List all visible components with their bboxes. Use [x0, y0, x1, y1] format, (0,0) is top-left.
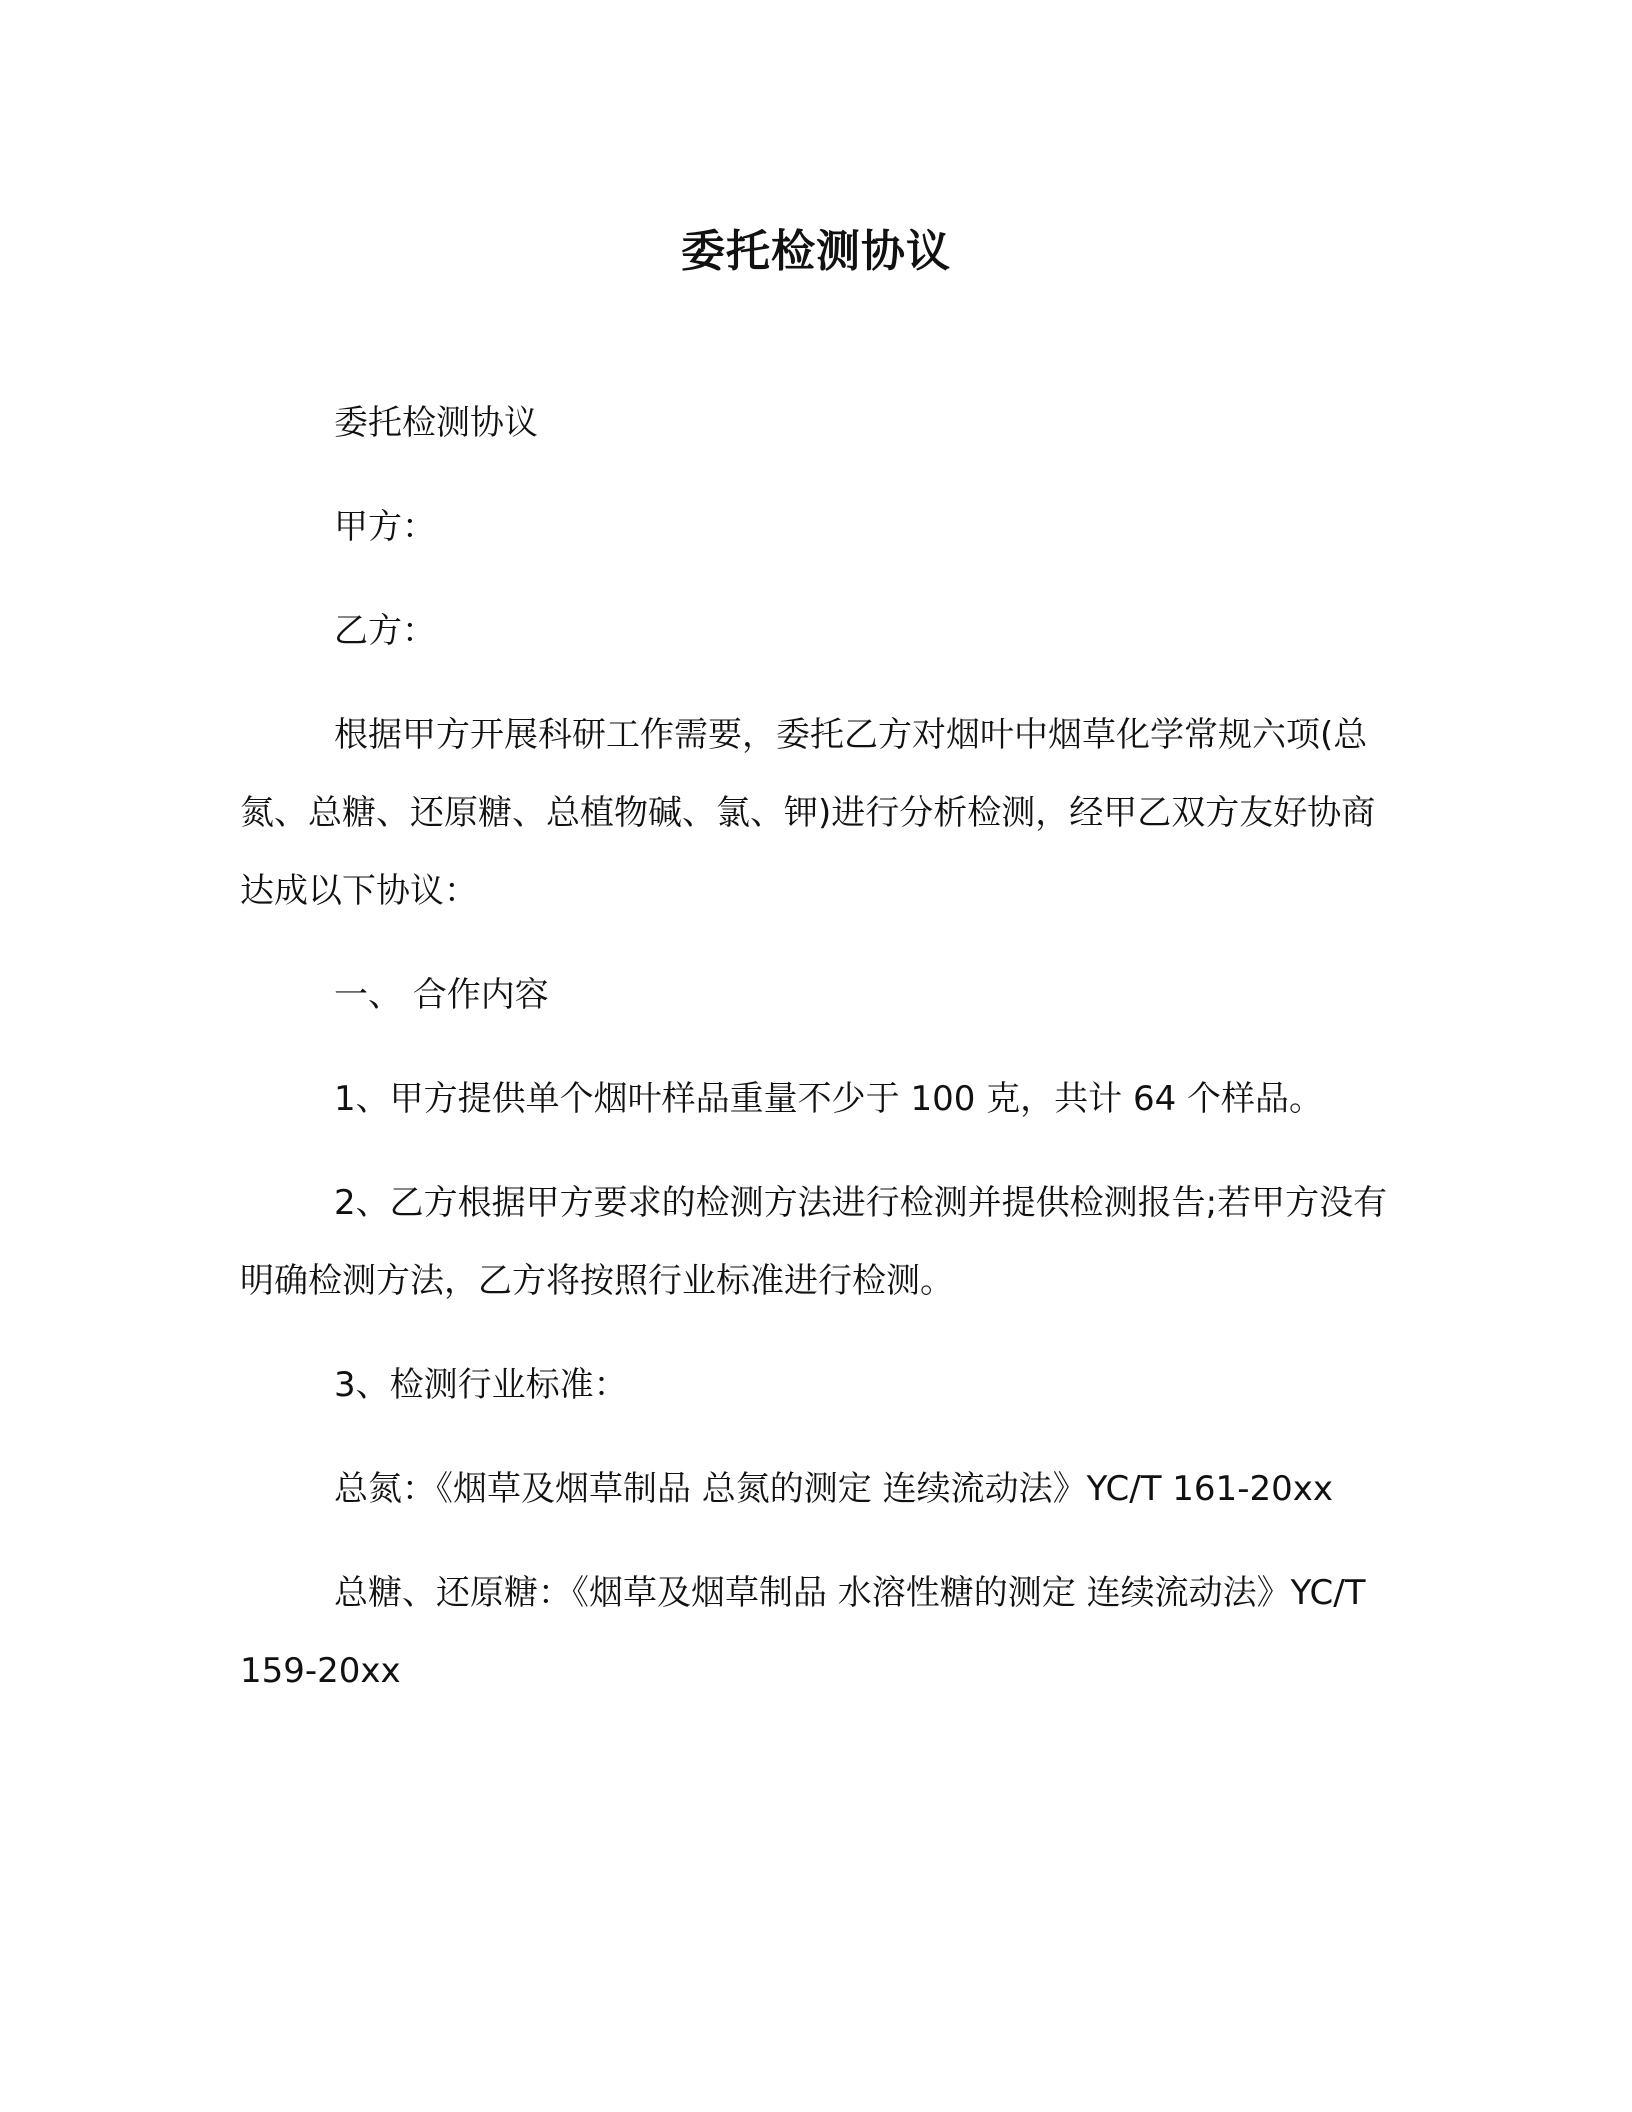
- paragraph-heading: 委托检测协议: [334, 403, 538, 443]
- paragraph-party-b: 乙方：: [334, 611, 436, 651]
- paragraph-item-3: 3、检测行业标准：: [334, 1365, 628, 1405]
- paragraph-party-a: 甲方：: [334, 507, 436, 547]
- document-body: [240, 384, 1392, 1710]
- paragraph-item-2: 2、乙方根据甲方要求的检测方法进行检测并提供检测报告;若甲方没有明确检测方法，乙方将按照行业标准进行检测。: [240, 1183, 1388, 1301]
- paragraph-section-1: 一、 合作内容: [334, 975, 549, 1015]
- document-title: 委托检测协议: [681, 226, 951, 277]
- paragraph-standard-sugar: 总糖、还原糖：《烟草及烟草制品 水溶性糖的测定 连续流动法》YC/T 159-20xx: [240, 1573, 1366, 1691]
- paragraph-preamble: 根据甲方开展科研工作需要，委托乙方对烟叶中烟草化学常规六项(总氮、总糖、还原糖、总植物碱、氯、钾)进行分析检测，经甲乙双方友好协商达成以下协议：: [240, 715, 1376, 911]
- paragraph-item-1: 1、甲方提供单个烟叶样品重量不少于 100 克，共计 64 个样品。: [334, 1079, 1324, 1119]
- paragraph-standard-nitrogen: 总氮：《烟草及烟草制品 总氮的测定 连续流动法》YC/T 161-20xx: [334, 1469, 1333, 1509]
